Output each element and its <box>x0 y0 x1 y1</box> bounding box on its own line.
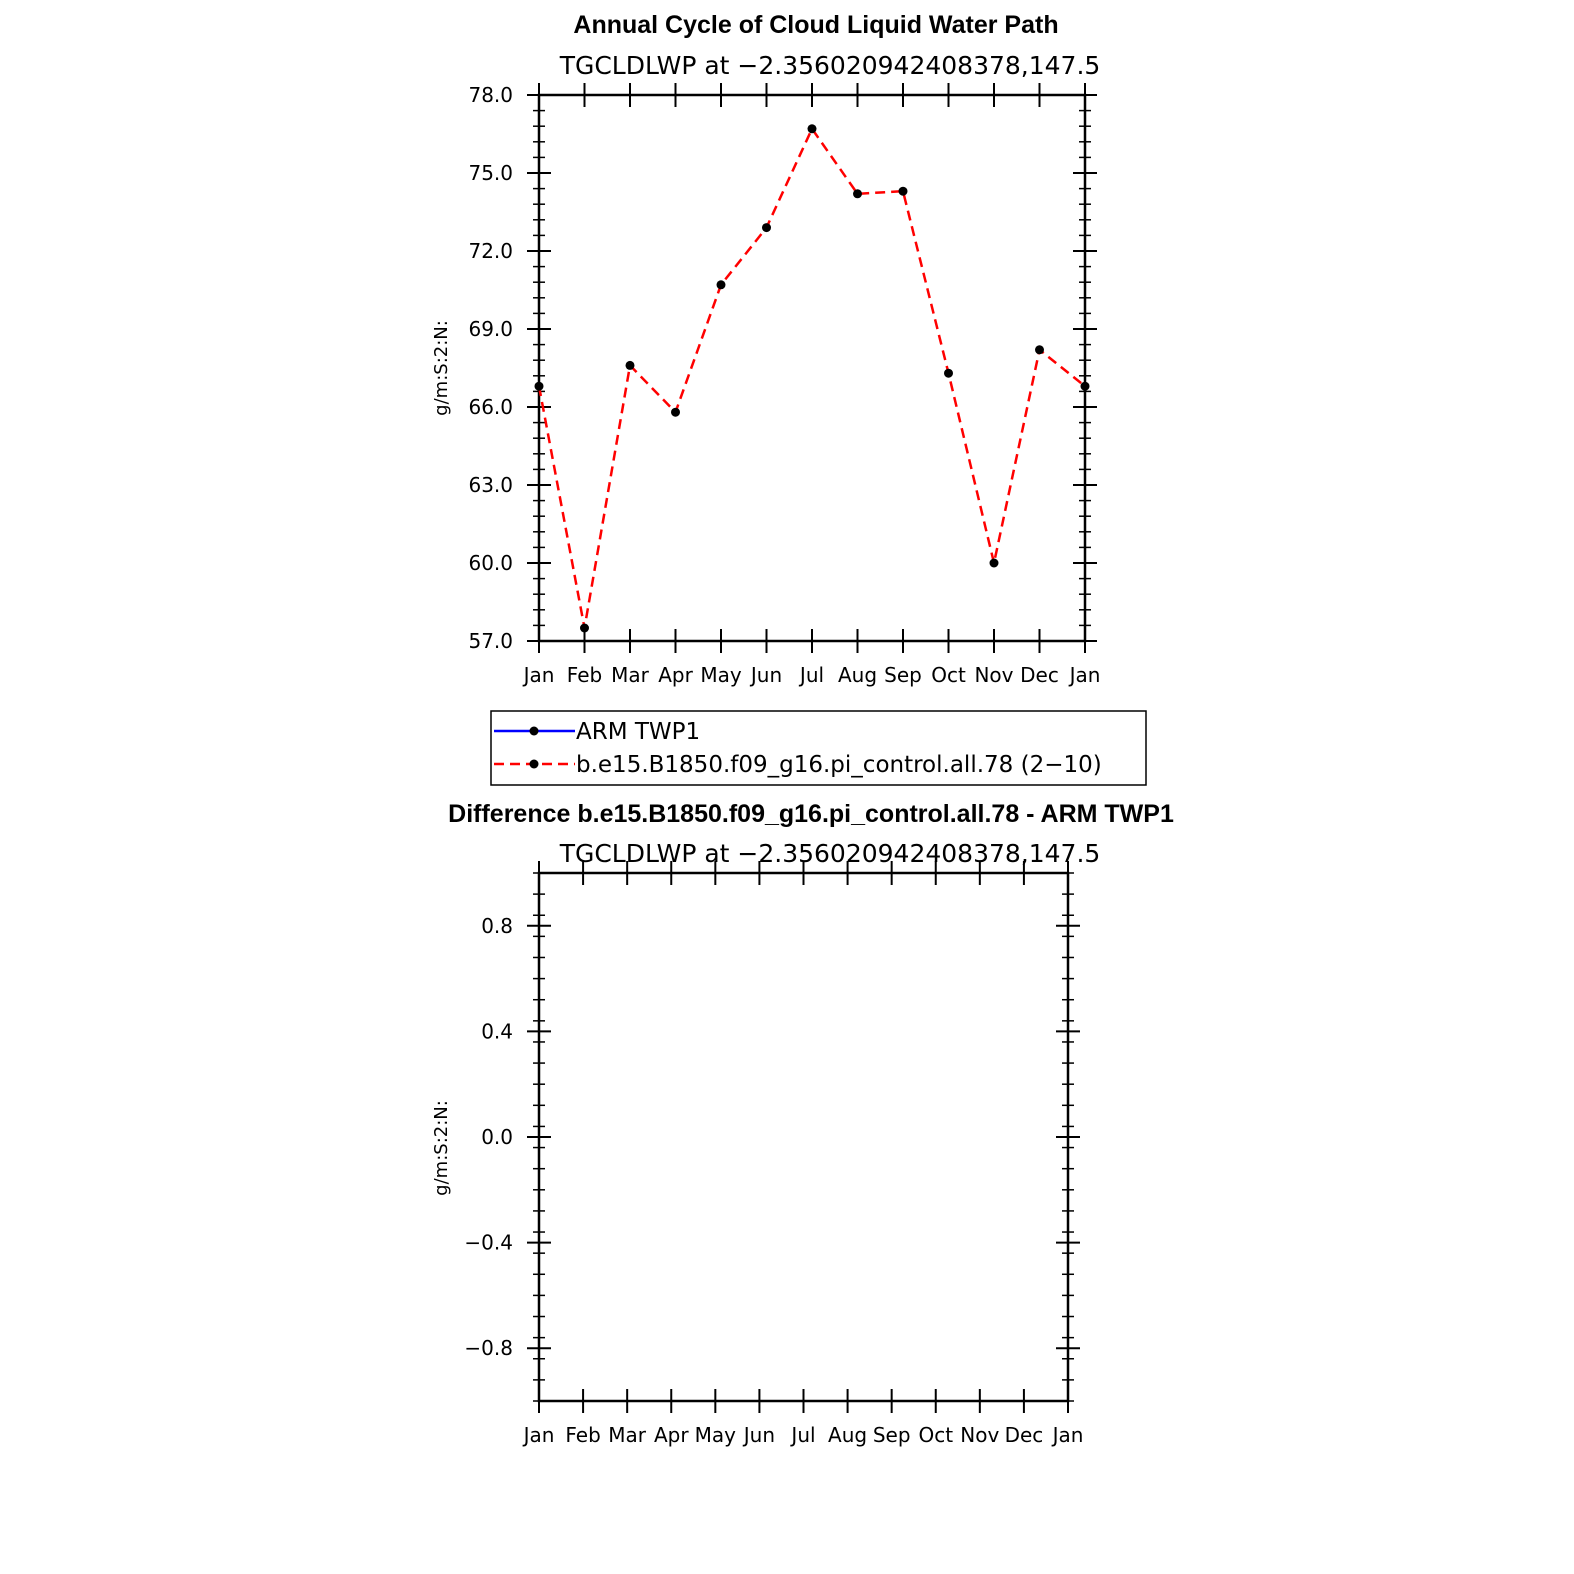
top-plot-area <box>468 83 1100 687</box>
bottom-xtick-label: Apr <box>653 1423 689 1447</box>
top-data-point <box>762 223 771 232</box>
top-data-point <box>853 189 862 198</box>
top-xtick-label: Jan <box>523 663 555 687</box>
top-xtick-label: Oct <box>931 663 966 687</box>
top-xtick-label: Apr <box>658 663 693 687</box>
top-data-point <box>626 361 635 370</box>
top-chart-title: Annual Cycle of Cloud Liquid Water Path <box>573 11 1059 39</box>
legend-label-arm: ARM TWP1 <box>576 719 701 745</box>
bottom-chart <box>431 800 1174 1447</box>
bottom-xtick-label: Jun <box>743 1423 776 1447</box>
top-data-point <box>944 369 953 378</box>
top-ytick-label: 60.0 <box>468 551 513 575</box>
bottom-chart-title: Difference b.e15.B1850.f09_g16.pi_control.all.78 - ARM TWP1 <box>448 800 1174 828</box>
legend <box>491 711 1146 785</box>
bottom-xtick-label: Aug <box>828 1423 868 1447</box>
top-data-point <box>671 408 680 417</box>
bottom-xtick-label: Jan <box>523 1423 555 1447</box>
bottom-frame <box>539 873 1068 1401</box>
top-series-line-1 <box>539 129 1085 628</box>
top-xtick-label: May <box>700 663 742 687</box>
top-ytick-label: 69.0 <box>468 317 513 341</box>
top-data-point <box>899 187 908 196</box>
bottom-xtick-label: Oct <box>918 1423 954 1447</box>
legend-marker-model <box>530 760 539 769</box>
bottom-xtick-label: Mar <box>608 1423 647 1447</box>
bottom-xtick-label: May <box>694 1423 737 1447</box>
top-chart <box>431 11 1146 785</box>
top-xtick-label: Jul <box>799 663 825 687</box>
bottom-xtick-label: Jul <box>791 1423 816 1447</box>
bottom-plot-area <box>464 861 1083 1447</box>
top-ytick-label: 78.0 <box>468 83 513 107</box>
top-data-point <box>580 624 589 633</box>
top-xtick-label: Feb <box>566 663 603 687</box>
bottom-ytick-label: −0.4 <box>464 1230 513 1255</box>
top-data-point <box>1035 345 1044 354</box>
bottom-ytick-label: 0.0 <box>481 1125 513 1149</box>
top-xtick-label: Jun <box>750 663 783 687</box>
top-xtick-label: Aug <box>837 663 878 687</box>
bottom-ytick-label: −0.8 <box>464 1336 513 1361</box>
top-data-point <box>535 382 544 391</box>
top-xtick-label: Sep <box>884 663 922 687</box>
top-chart-subtitle: TGCLDLWP at −2.356020942408378,147.5 <box>559 51 1101 80</box>
top-ytick-label: 63.0 <box>468 473 513 497</box>
bottom-ytick-label: 0.8 <box>481 913 513 938</box>
legend-marker-arm <box>530 727 539 736</box>
bottom-ytick-label: 0.4 <box>481 1019 513 1044</box>
bottom-chart-subtitle: TGCLDLWP at −2.356020942408378,147.5 <box>559 839 1101 868</box>
top-xtick-label: Jan <box>1069 663 1101 687</box>
top-ytick-label: 72.0 <box>468 239 513 263</box>
bottom-xtick-label: Sep <box>872 1423 911 1447</box>
top-data-point <box>1081 382 1090 391</box>
top-data-point <box>717 280 726 289</box>
bottom-xtick-label: Jan <box>1052 1423 1084 1447</box>
top-xtick-label: Mar <box>611 663 649 687</box>
top-ytick-label: 66.0 <box>468 395 513 419</box>
bottom-xtick-label: Feb <box>565 1423 601 1447</box>
top-ytick-label: 75.0 <box>468 161 513 185</box>
top-frame <box>539 95 1085 641</box>
top-xtick-label: Nov <box>974 663 1014 687</box>
legend-label-model: b.e15.B1850.f09_g16.pi_control.all.78 (2−10) <box>576 752 1102 778</box>
top-data-point <box>990 559 999 568</box>
top-chart-ylabel: g/m:S:2:N: <box>431 320 452 416</box>
bottom-xtick-label: Nov <box>960 1423 1000 1447</box>
bottom-xtick-label: Dec <box>1004 1423 1044 1447</box>
top-ytick-label: 57.0 <box>468 629 513 653</box>
top-data-point <box>808 124 817 133</box>
bottom-chart-ylabel: g/m:S:2:N: <box>431 1100 452 1196</box>
top-xtick-label: Dec <box>1020 663 1059 687</box>
